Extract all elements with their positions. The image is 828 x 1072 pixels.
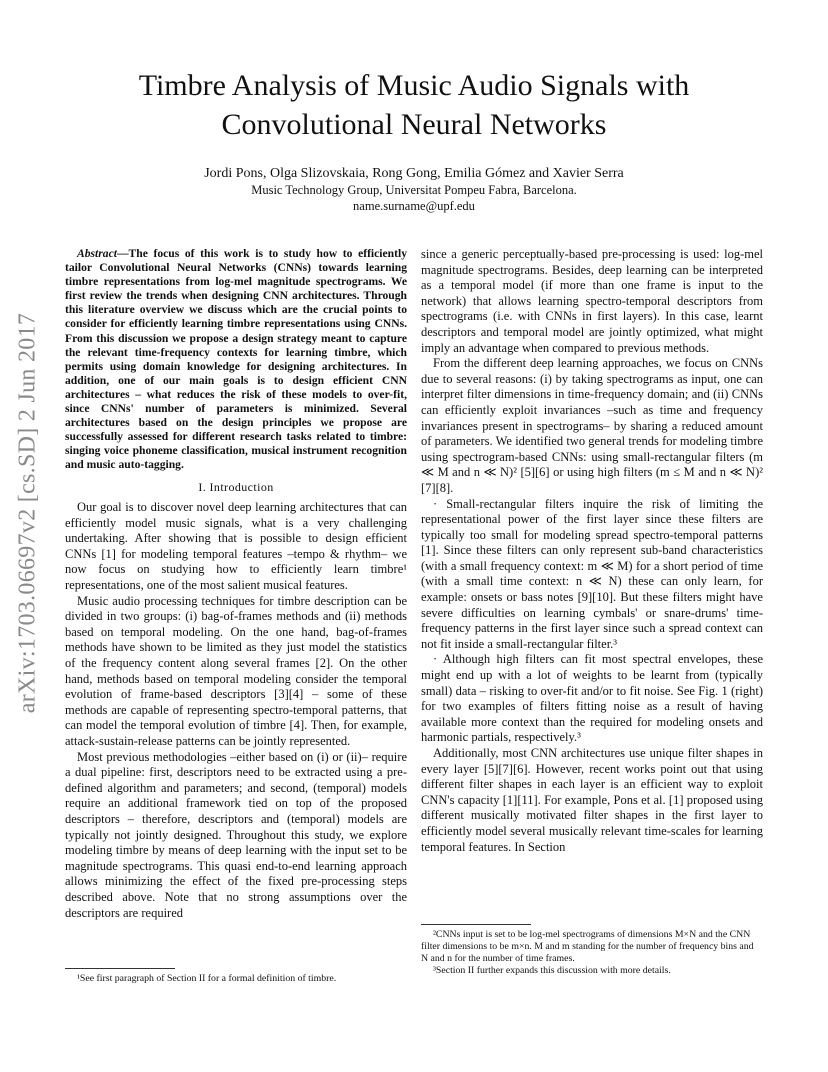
intro-paragraph-2: Music audio processing techniques for timbre description can be divided in two groups: (i) bag-of-frames methods and (ii) methods based on temporal modeling. On the one hand, bag-of-frames methods have shown to be limited as they just model the statistics of the frequency content along several frames [2]. On the other hand, methods based on temporal modeling consider the temporal evolution of frame-based descriptors [3][4] – some of these methods are capable of representing spectro-temporal patterns, that can model the temporal evolution of timbre [4]. Then, for example, attack-sustain-release patterns can be jointly represented. bbox=[65, 593, 407, 748]
body-paragraph-1: since a generic perceptually-based pre-processing is used: log-mel magnitude spectrograms. Besides, deep learning can be interpreted as a temporal model (if more than one frame is input to the network) that allows learning spectro-temporal descriptors from spectrograms (i.e. with CNNs in first layers). In this case, learnt descriptors and temporal model are jointly optimized, what might imply an advantage when compared to previous methods. bbox=[421, 247, 763, 355]
section-heading-introduction: I. Introduction bbox=[198, 479, 274, 494]
right-column bbox=[421, 247, 763, 855]
footnote-divider bbox=[65, 968, 175, 969]
author-list: Jordi Pons, Olga Slizovskaia, Rong Gong, Emilia Gómez and Xavier Serra bbox=[204, 166, 624, 181]
body-paragraph-4: · Although high filters can fit most spectral envelopes, these might end up with a lot of weights to be learnt from (typically small) data – risking to over-fit and/or to fit noise. See Fig. 1 (right) for two examples of filters fitting noise as a result of having available more context than the required for modeling onsets and harmonic partials, respectively.³ bbox=[421, 652, 763, 745]
footnote-2: ²CNNs input is set to be log-mel spectrograms of dimensions M×N and the CNN filter dimensions to be m×n. M and m standing for the number of frequency bins and N and n for the number of time frames. bbox=[421, 929, 754, 964]
intro-paragraph-1: Our goal is to discover novel deep learning architectures that can efficiently model music signals, what is a very challenging undertaking. After showing that is possible to design efficient CNNs [1] for modeling temporal features –tempo & rhythm– we now focus on studying how to efficiently learn timbre¹ representations, one of the most salient musical features. bbox=[65, 500, 407, 593]
arxiv-identifier: arXiv:1703.06697v2 [cs.SD] 2 Jun 2017 bbox=[14, 312, 41, 714]
paper-title bbox=[60, 66, 768, 144]
body-paragraph-3: · Small-rectangular filters inquire the risk of limiting the representational power of the first layer since these filters are typically too small for modeling spread spectro-temporal patterns [1]. Since these filters can only represent sub-band characteristics (with a small frequency context: m ≪ M) for a short period of time (with a small time context: n ≪ N) these can only learn, for example: onsets or bass notes [9][10]. But these filters might have severe difficulties on learning cymbals' or snare-drums' time-frequency patterns in the first layer since such a spread context can not fit inside a small-rectangular filter.³ bbox=[421, 496, 763, 651]
body-paragraph-5: Additionally, most CNN architectures use unique filter shapes in every layer [5][7][6]. However, recent works point out that using different filter shapes in each layer is an efficient way to exploit CNN's capacity [1][11]. For example, Pons et al. [1] proposed using different musically motivated filter shapes in the first layer to efficiently model several musically relevant time-scales for learning temporal features. In Section bbox=[421, 746, 763, 854]
affiliation: Music Technology Group, Universitat Pompeu Fabra, Barcelona. bbox=[251, 183, 577, 197]
intro-paragraph-3: Most previous methodologies –either based on (i) or (ii)– require a dual pipeline: first, descriptors need to be extracted using a pre-defined algorithm and parameters; and second, (temporal) models require an additional framework tied on top of the proposed descriptors – therefore, descriptors and (temporal) models are typically not jointly designed. Throughout this study, we explore modeling timbre by means of deep learning with the input set to be magnitude spectrograms. This quasi end-to-end learning approach allows minimizing the effect of the fixed pre-processing steps described above. Note that no strong assumptions over the descriptors are required bbox=[65, 749, 407, 920]
footnotes-right bbox=[421, 914, 763, 977]
arxiv-sidebar bbox=[8, 298, 48, 728]
left-column bbox=[65, 247, 407, 921]
footnotes-left bbox=[65, 958, 407, 985]
title-line-1: Timbre Analysis of Music Audio Signals with bbox=[138, 69, 690, 102]
footnote-1: ¹See first paragraph of Section II for a formal definition of timbre. bbox=[77, 973, 337, 984]
abstract-text: —The focus of this work is to study how to efficiently tailor Convolutional Neural Networks (CNNs) towards learning timbre representations from log-mel magnitude spectrograms. We first review the trends when designing CNN architectures. Through this literature overview we discuss which are the crucial points to consider for efficiently learning timbre representations using CNNs. From this discussion we propose a design strategy meant to capture the relevant time-frequency contexts for learning timbre, which permits using domain knowledge for designing architectures. In addition, one of our main goals is to design efficient CNN architectures – what reduces the risk of these models to over-fit, since CNNs' number of parameters is minimized. Several architectures based on the design principles we propose are successfully assessed for different research tasks related to timbre: singing voice phoneme classification, musical instrument recognition and music auto-tagging. bbox=[65, 247, 407, 472]
body-paragraph-2: From the different deep learning approaches, we focus on CNNs due to several reasons: (i) by taking spectrograms as input, one can interpret filter dimensions in time-frequency domain; and (ii) CNNs can efficiently exploit invariances –such as time and frequency invariances present in spectrograms– by sharing a reduced amount of parameters. We identified two general trends for modeling timbre using spectrogram-based CNNs: using small-rectangular filters (m ≪ M and n ≪ N)² [5][6] or using high filters (m ≤ M and n ≪ N)² [7][8]. bbox=[421, 356, 763, 495]
contact-email: name.surname@upf.edu bbox=[353, 199, 475, 213]
abstract-label: Abstract bbox=[77, 247, 117, 260]
footnote-divider bbox=[421, 924, 531, 925]
abstract bbox=[65, 247, 407, 473]
title-line-2: Convolutional Neural Networks bbox=[221, 108, 607, 141]
footnote-3: ³Section II further expands this discussion with more details. bbox=[433, 965, 671, 976]
